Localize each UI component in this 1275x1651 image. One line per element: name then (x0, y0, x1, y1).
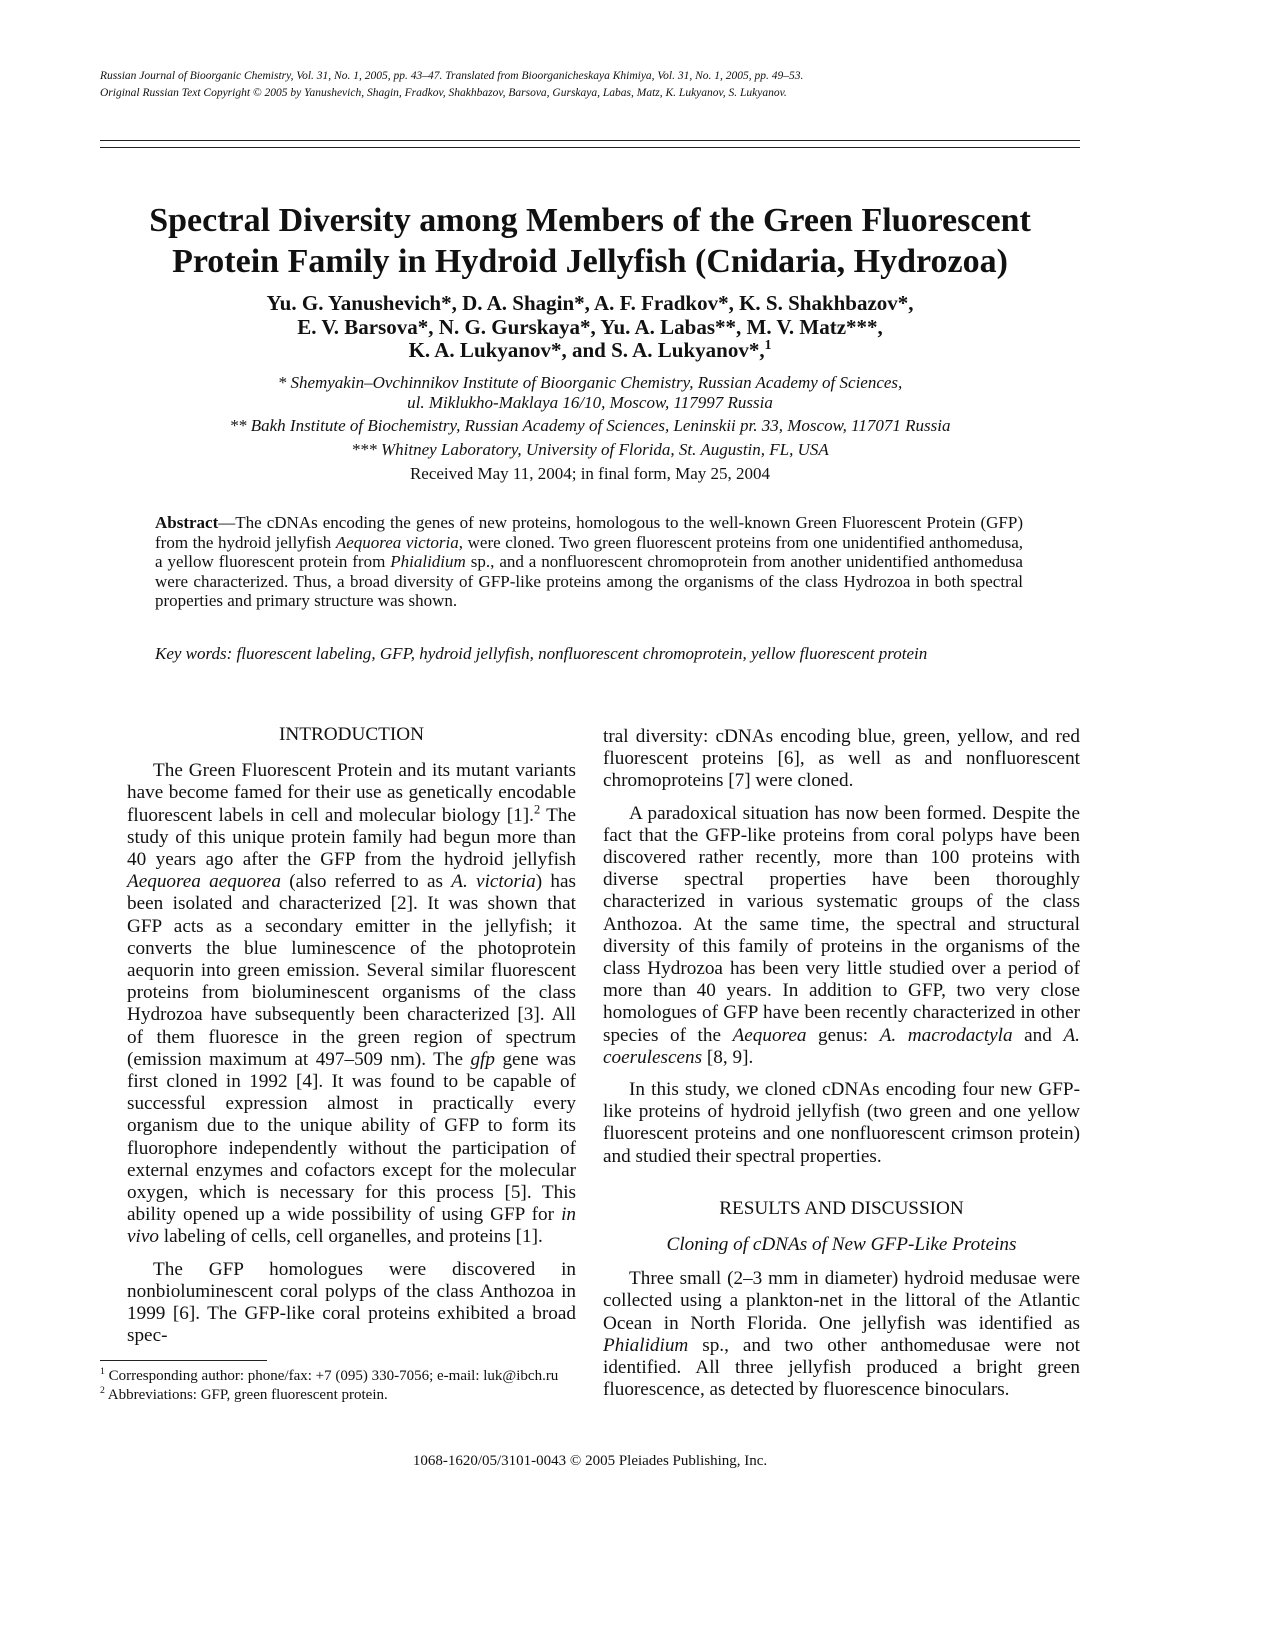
affiliation-line: * Shemyakin–Ovchinnikov Institute of Bioorganic Chemistry, Russian Academy of Sciences, (277, 373, 903, 392)
footnote-marker: 2 (533, 802, 541, 817)
italic-text: Phialidium (390, 552, 466, 572)
paragraph (127, 760, 576, 1248)
text-run: gene was first cloned in 1992 [4]. It was found to be capable of successful expression almost in practically every organism due to the unique ability of GFP to form its fluorophore independently without the participation of external enzymes and cofactors except for the molecular oxygen, which is necessary for this process [5]. This ability opened up a wide possibility of using GFP for (127, 1048, 576, 1226)
affiliation (100, 373, 1080, 413)
italic-text: Phialidium (603, 1334, 689, 1356)
italic-text: Aequorea (732, 1024, 807, 1046)
text-run: tral diversity: cDNAs encoding blue, green, yellow, and red fluorescent proteins [6], as well as and nonfluorescent chromoproteins [7] were cloned. (603, 726, 1080, 792)
authors-line: Yu. G. Yanushevich*, D. A. Shagin*, A. F. Fradkov*, K. S. Shakhbazov*, (266, 291, 914, 315)
authors-line (100, 339, 1080, 363)
subsection-heading: Cloning of cDNAs of New GFP-Like Proteins (666, 1234, 1017, 1256)
text-run: In this study, we cloned cDNAs encoding four new GFP-like proteins of hydroid jellyfish (two green and one yellow fluorescent proteins and one nonfluorescent crimson protein) and studied their spectral properties. (603, 1079, 1080, 1167)
text-run: Abstract (155, 513, 219, 532)
paragraph (603, 1268, 1080, 1401)
affiliation-line: ul. Miklukho-Maklaya 16/10, Moscow, 117997 Russia (407, 393, 773, 412)
paragraph (603, 726, 1080, 793)
text-run: [8, 9]. (702, 1046, 754, 1068)
text-run: genus: (806, 1024, 880, 1046)
footnote-marker: 2 (100, 1385, 105, 1396)
footnotes (100, 1368, 575, 1404)
author-list (100, 292, 1080, 363)
text-run: Corresponding author: phone/fax: +7 (095) 330-7056; e-mail: luk@ibch.ru (104, 1368, 559, 1384)
journal-header (100, 68, 1100, 102)
title-line: Protein Family in Hydroid Jellyfish (Cnidaria, Hydrozoa) (172, 243, 1008, 280)
authors-line: E. V. Barsova*, N. G. Gurskaya*, Yu. A. Labas**, M. V. Matz***, (297, 314, 883, 339)
abstract (155, 513, 1023, 611)
text-run: and (1012, 1024, 1064, 1046)
title-line: Spectral Diversity among Members of the Green Fluorescent (149, 202, 1031, 239)
text-run: Three small (2–3 mm in diameter) hydroid medusae were collected using a plankton-net in the littoral of the Atlantic Ocean in North Florida. One jellyfish was identified as (603, 1268, 1080, 1334)
paragraph (603, 803, 1080, 1069)
italic-text: Aequorea aequorea (127, 871, 281, 893)
citation-line: Russian Journal of Bioorganic Chemistry, Vol. 31, No. 1, 2005, pp. 43–47. Translated from Bioorganicheskaya Khimiya, Vol. 31, No. 1, 2005, pp. 49–53. (100, 70, 804, 82)
right-column (603, 726, 1080, 1411)
keywords: Key words: fluorescent labeling, GFP, hydroid jellyfish, nonfluorescent chromoprotein, yellow fluorescent protein (155, 644, 928, 663)
text-run: sp., and two other anthomedusae were not identified. All three jellyfish produced a bright green fluorescence, as detected by fluorescence binoculars. (603, 1334, 1080, 1401)
text-run: —The cDNAs encoding the genes of new proteins, homologous to the well-known Green Fluorescent Protein (GFP) from the hydroid jellyfish (155, 513, 1023, 552)
italic-text: A. macrodactyla (879, 1024, 1013, 1046)
text-run: (also referred to as (280, 871, 452, 893)
paragraph (603, 1079, 1080, 1168)
text-run: The study of this unique protein family had begun more than 40 years ago after the GFP from the hydroid jellyfish (127, 804, 576, 871)
section-heading: INTRODUCTION (279, 724, 424, 745)
copyright-line: Original Russian Text Copyright © 2005 by Yanushevich, Shagin, Fradkov, Shakhbazov, Barsova, Gurskaya, Labas, Matz, K. Lukyanov, S. Lukyanov. (100, 87, 787, 99)
header-rule (100, 140, 1080, 141)
text-run: sp., and a nonfluorescent chromoprotein from another unidentified anthomedusa were characterized. Thus, a broad diversity of GFP-like proteins among the organisms of the class Hydrozoa in both spectral properties and primary structure was shown. (155, 552, 1023, 611)
italic-text: A. victoria (451, 871, 536, 893)
text-run: The GFP homologues were discovered in nonbioluminescent coral polyps of the class Anthozoa in 1999 [6]. The GFP-like coral proteins exhibited a broad spec- (127, 1258, 576, 1347)
italic-text: in vivo (127, 1204, 576, 1248)
paragraph (127, 1259, 576, 1348)
affiliation: ** Bakh Institute of Biochemistry, Russian Academy of Sciences, Leninskii pr. 33, Moscow, 117071 Russia (229, 416, 951, 435)
header-rule (100, 147, 1080, 148)
text-run: A paradoxical situation has now been formed. Despite the fact that the GFP-like proteins from coral polyps have been discovered rather recently, more than 100 proteins with diverse spectral properties have been thoroughly characterized in various systematic groups of the class Anthozoa. At the same time, the spectral and structural diversity of this family of proteins in the organisms of the class Hydrozoa has been very little studied over a period of more than 40 years. In addition to GFP, two very close homologues of GFP have been recently characterized in other species of the (603, 802, 1080, 1046)
footnote (100, 1387, 575, 1404)
italic-text: A. coerulescens (603, 1024, 1080, 1068)
left-column (127, 724, 576, 1357)
received-date: Received May 11, 2004; in final form, May 25, 2004 (409, 464, 771, 483)
text-run: The Green Fluorescent Protein and its mutant variants have become famed for their use as genetically encodable fluorescent labels in cell and molecular biology [1]. (127, 760, 576, 826)
paper-title (100, 200, 1080, 282)
text-run: , were cloned. Two green fluorescent proteins from one unidentified anthomedusa, a yellow fluorescent protein from (155, 532, 1024, 572)
footnote-rule (100, 1360, 267, 1361)
italic-text: gfp (470, 1048, 495, 1070)
affiliation: *** Whitney Laboratory, University of Florida, St. Augustin, FL, USA (351, 440, 829, 459)
text-run: ) has been isolated and characterized [2]. It was shown that GFP acts as a secondary emitter in the jellyfish; it converts the blue luminescence of the photoprotein aequorin into green emission. Several similar fluorescent proteins from bioluminescent organisms of the class Hydrozoa have subsequently been characterized [3]. All of them fluoresce in the green region of spectrum (emission maximum at 497–509 nm). The (127, 871, 576, 1070)
text-run: labeling of cells, cell organelles, and proteins [1]. (158, 1226, 543, 1248)
section-heading: RESULTS AND DISCUSSION (719, 1197, 964, 1219)
footnote-marker: 1 (100, 1366, 105, 1377)
footnote-marker: 1 (764, 337, 772, 352)
text-run: Abbreviations: GFP, green fluorescent protein. (104, 1387, 388, 1403)
footnote (100, 1368, 575, 1385)
page-footer: 1068-1620/05/3101-0043 © 2005 Pleiades Publishing, Inc. (412, 1453, 768, 1469)
italic-text: Aequorea victoria (335, 532, 459, 552)
authors-text: K. A. Lukyanov*, and S. A. Lukyanov*, (408, 338, 765, 362)
